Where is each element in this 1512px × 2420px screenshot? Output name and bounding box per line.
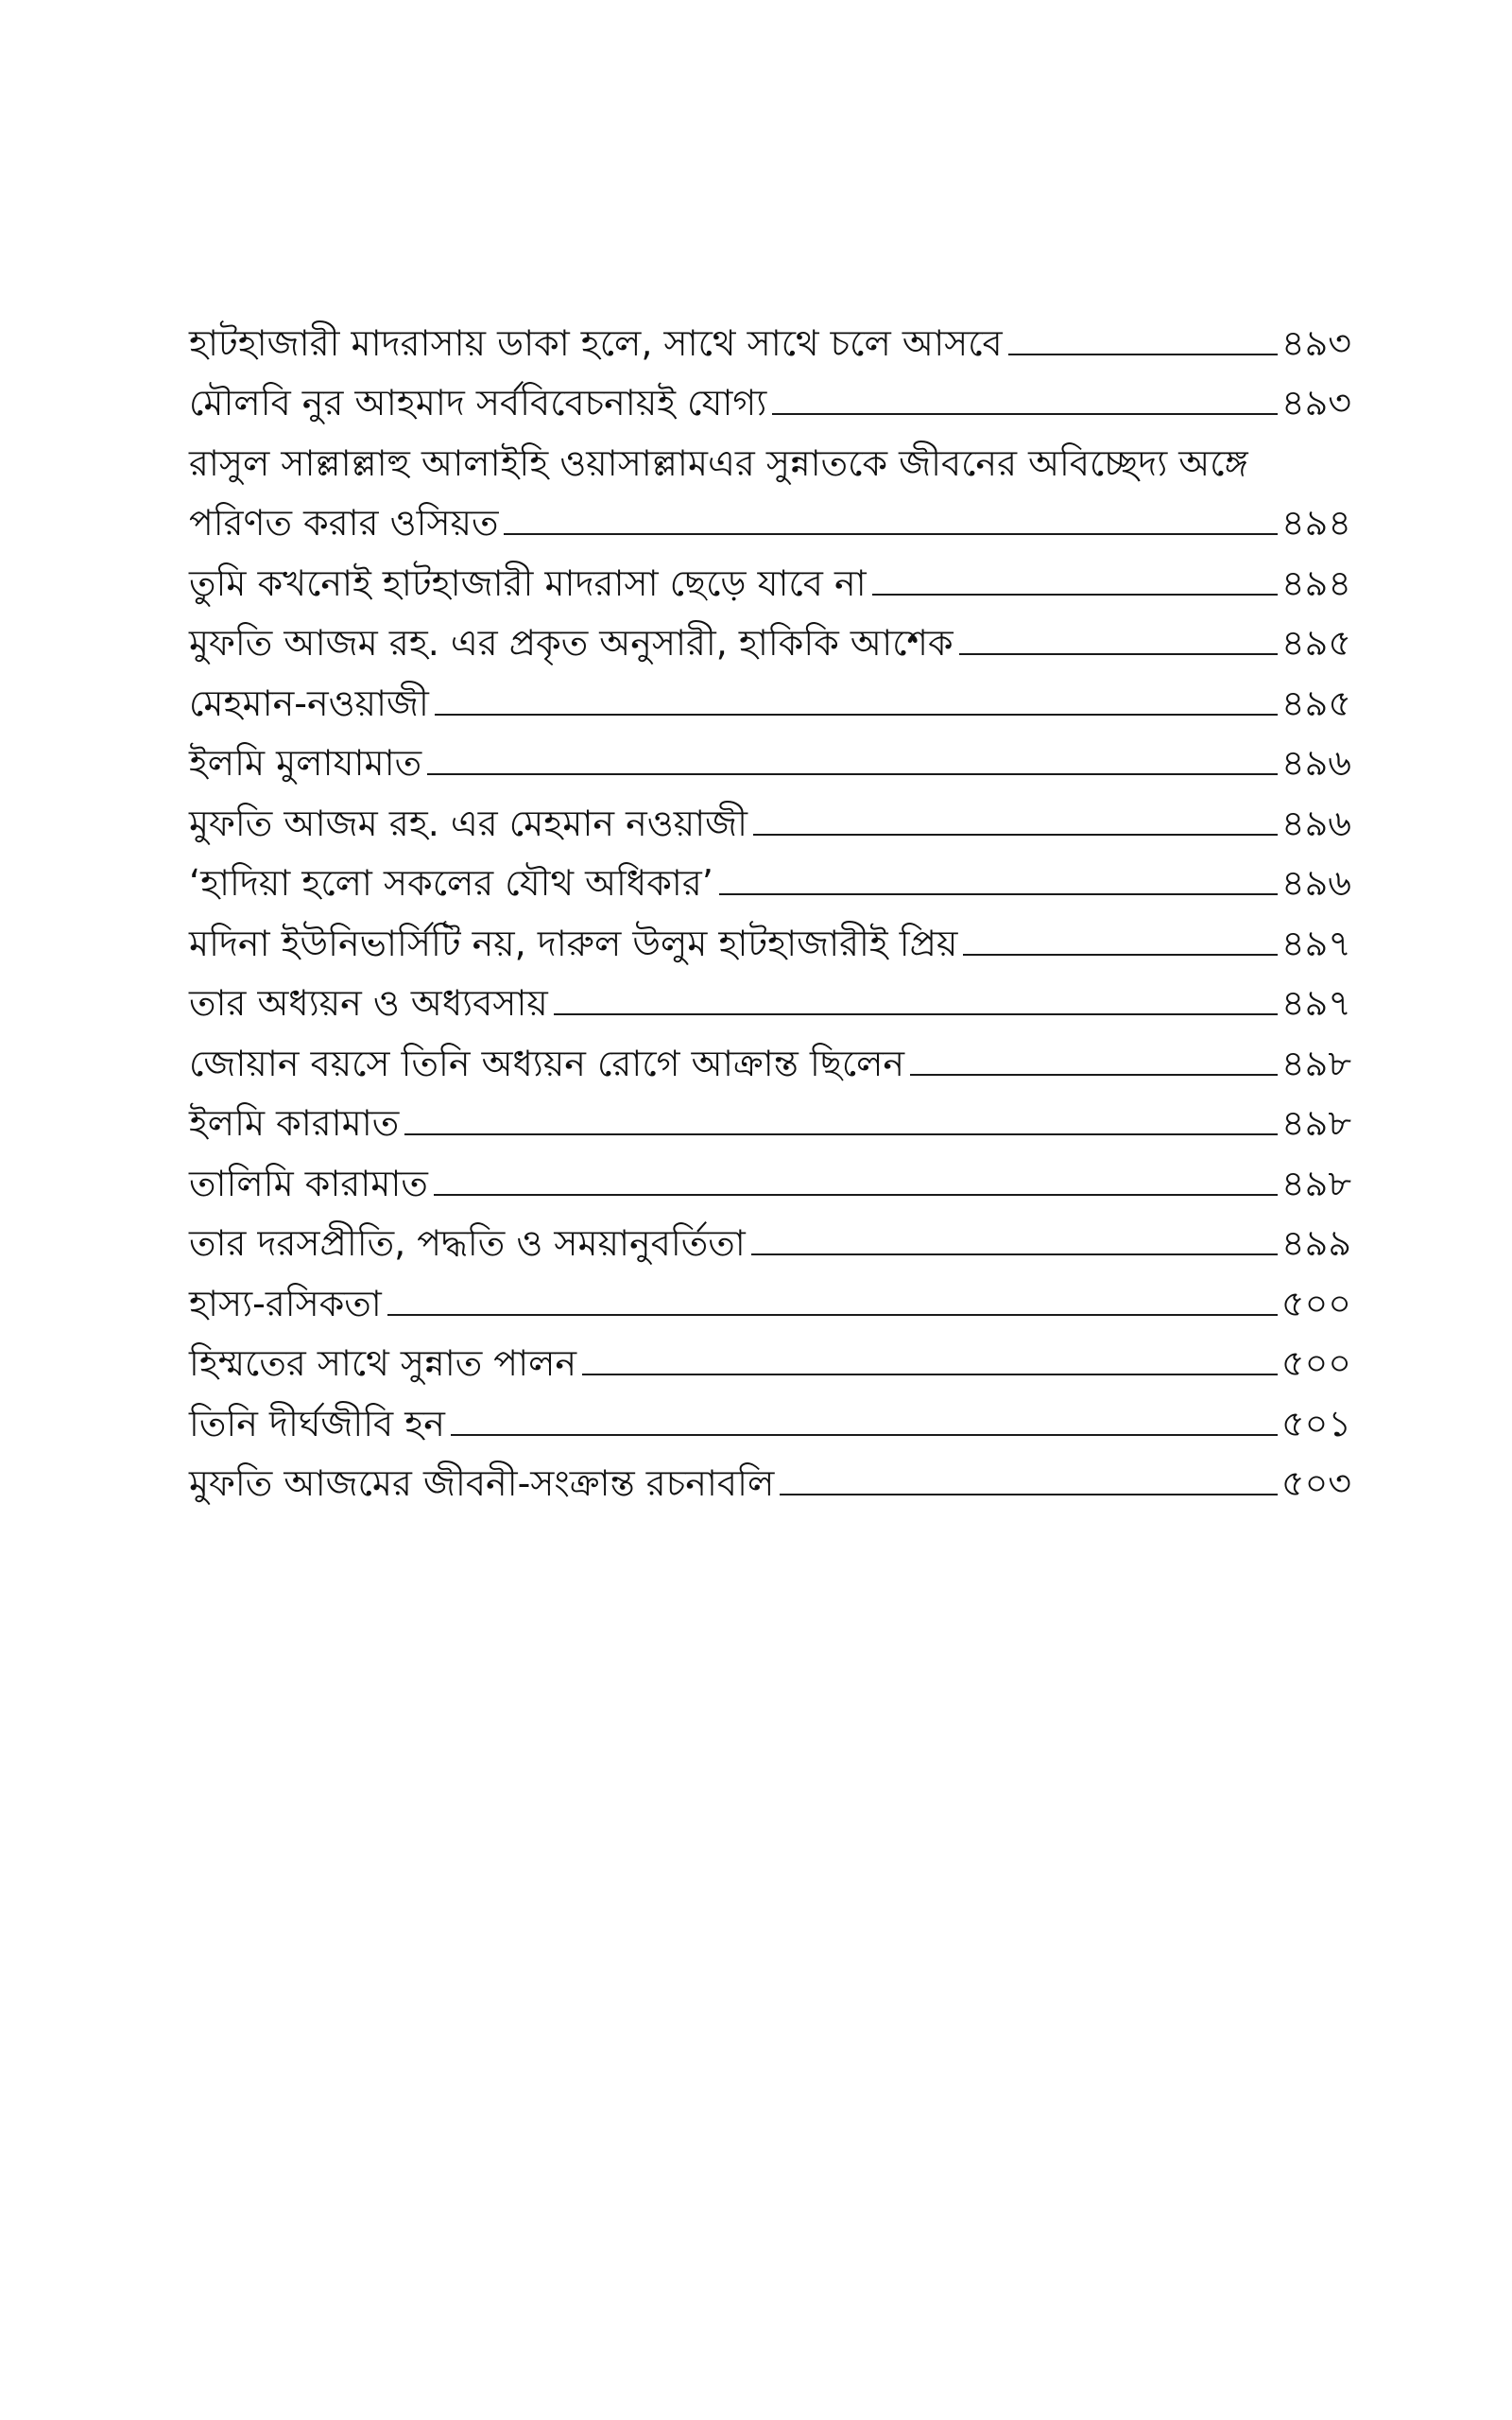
toc-entry [189,1021,1351,1084]
toc-leader-line [427,773,1278,775]
toc-entry [189,1201,1351,1262]
toc-entry-title: মৌলবি নুর আহমাদ সর্ববিবেচনায়ই যোগ্য [189,382,767,424]
toc-leader-line [872,594,1278,596]
toc-page-number: ৪৯৭ [1280,922,1351,964]
toc-entry [189,961,1351,1022]
toc-leader-line [387,1314,1278,1316]
toc-leader-line [963,954,1278,956]
toc-leader-line [751,1253,1278,1255]
toc-entry [189,1261,1351,1322]
toc-leader-line [434,1194,1278,1196]
toc-page-number: ৪৯৭ [1280,982,1351,1024]
toc-leader-line [959,653,1278,655]
toc-entry-title: মুফতি আজমের জীবনী-সংক্রান্ত রচনাবলি [189,1462,775,1504]
toc-entry-title: ইলমি কারামাত [189,1102,400,1144]
toc-entry-title: তার অধ্যয়ন ও অধ্যবসায় [189,982,548,1024]
toc-page-number: ৪৯৬ [1280,802,1351,844]
toc-entry-title: তুমি কখনোই হাটহাজারী মাদরাসা ছেড়ে যাবে না [189,562,867,604]
toc-page-number: ৫০০ [1280,1342,1351,1384]
toc-entry-title: মুফতি আজম রহ. এর মেহমান নওয়াজী [189,802,748,844]
toc-leader-line [772,413,1278,415]
toc-entry-title: পরিণত করার ওসিয়ত [189,502,499,544]
toc-entry-title: তিনি দীর্ঘজীবি হন [189,1402,445,1444]
toc-entry [189,361,1351,422]
toc-page-number: ৪৯৪ [1281,562,1351,604]
toc-entry [189,1381,1351,1442]
toc-entry [189,1442,1351,1502]
toc-leader-line [910,1074,1278,1076]
toc-leader-line [780,1494,1278,1495]
toc-entry [189,721,1351,782]
toc-leader-line [1008,354,1278,355]
toc-page-number: ৪৯৩ [1280,321,1351,364]
toc-entry [189,601,1351,662]
toc-entry-title: হাস্য-রসিকতা [189,1282,382,1324]
toc-entry-title: হাটহাজারী মাদরাসায় ডাকা হলে, সাথে সাথে চলে আসবে [189,321,1003,364]
toc-leader-line [719,893,1278,895]
toc-entry-title: তার দরসপ্রীতি, পদ্ধতি ও সময়ানুবর্তিতা [189,1222,746,1264]
toc-page-number: ৪৯৬ [1280,742,1351,784]
toc-entry-title: হিম্মতের সাথে সুন্নাত পালন [189,1342,577,1384]
toc-entry [189,1081,1351,1142]
toc-entry-title: ইলমি মুলাযামাত [189,742,422,784]
toc-page-number: ৪৯৫ [1281,622,1351,664]
toc-leader-line [753,834,1278,836]
toc-page-number: ৪৯৮ [1281,1102,1351,1144]
toc-page-number: ৪৯৮ [1281,1162,1351,1204]
toc-leader-line [554,1013,1278,1015]
toc-entry [189,481,1351,542]
toc-entry [189,1322,1351,1382]
toc-page-number: ৪৯৪ [1281,502,1351,544]
toc-page-number: ৪৯৫ [1281,682,1351,724]
toc-entry-title: তালিমি কারামাত [189,1162,428,1204]
toc-entry [189,781,1351,844]
toc-page-number: ৫০১ [1280,1402,1351,1444]
toc-entry-title: মদিনা ইউনিভার্সিটি নয়, দারুল উলুম হাটহাজারীই প্রিয় [189,922,958,964]
toc-entry [189,301,1351,364]
toc-page-number: ৪৯৩ [1280,382,1351,424]
toc-entry-title: জোয়ান বয়সে তিনি অধ্যয়ন রোগে আক্রান্ত ছিলেন [189,1042,905,1084]
toc-page-number: ৪৯৮ [1281,1042,1351,1084]
toc-entry-title: ‘হাদিয়া হলো সকলের যৌথ অধিকার’ [189,862,713,904]
toc-page-number: ৫০০ [1280,1282,1351,1324]
toc-leader-line [582,1374,1278,1375]
toc-leader-line [435,714,1278,716]
toc-entry [189,1141,1351,1204]
toc-entry [189,901,1351,964]
toc-entry [189,661,1351,724]
toc-entry-title: মেহমান-নওয়াজী [189,682,429,724]
toc-entry-title: মুফতি আজম রহ. এর প্রকৃত অনুসারী, হাকিকি আশেক [189,622,954,664]
toc-page-number: ৪৯৯ [1281,1222,1351,1264]
table-of-contents [189,301,1351,1504]
toc-page-number: ৫০৩ [1280,1462,1351,1504]
toc-entry-title-line1: রাসুল সাল্লাল্লাহু আলাইহি ওয়াসাল্লামএর সুন্নাতকে জীবনের অবিচ্ছেদ্য অঙ্গে [189,441,1248,484]
toc-leader-line [404,1133,1278,1135]
toc-entry [189,841,1351,902]
toc-entry [189,541,1351,604]
toc-leader-line [451,1434,1278,1436]
toc-entry-continued-line [189,421,1351,484]
toc-leader-line [504,533,1278,535]
toc-page-number: ৪৯৬ [1280,862,1351,904]
